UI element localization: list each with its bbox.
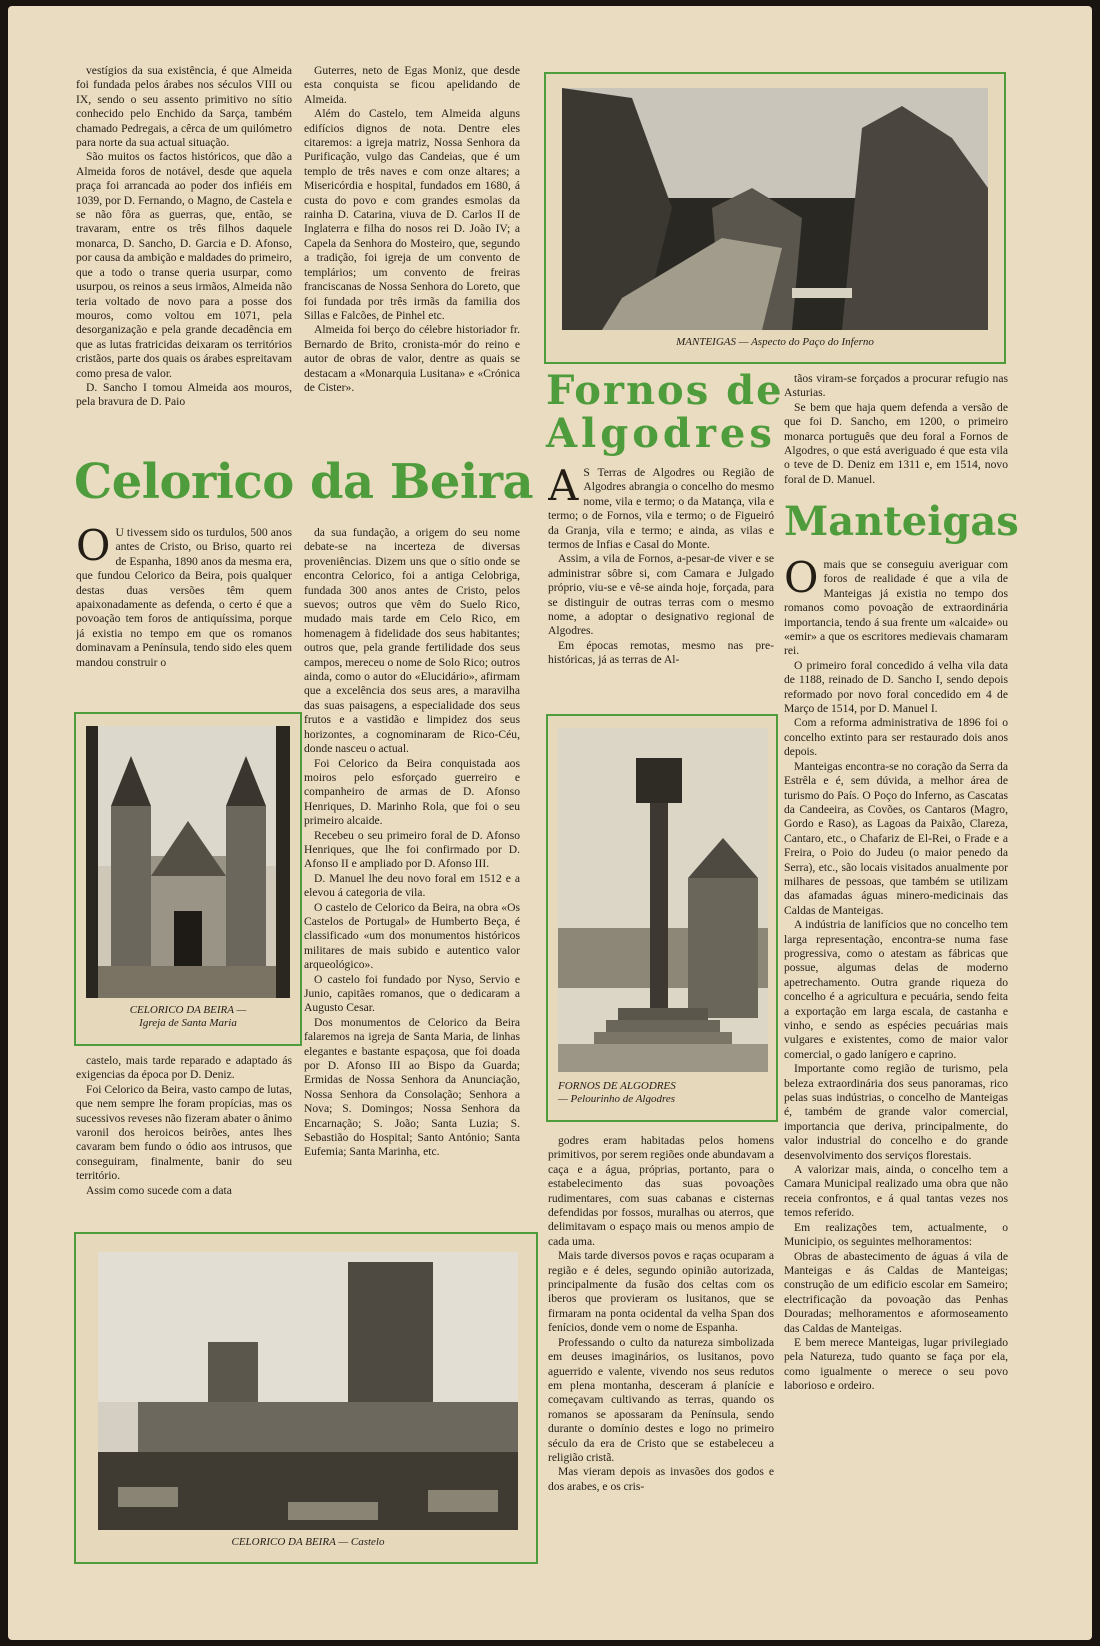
paragraph: da sua fundação, a origem do seu nome debate-se na incerteza de diversas proveniências. Dizem uns que o sítio onde se encontra Celorico, foi a antiga Celobriga, fundada 300 anos antes de Cristo, pelos suevos; outros que vêm do Suelo Rico, mudado mais tarde em Celo Rico, em homenagem à fidelidade dos seus habitantes; outros que, pela grande fertilidade dos seus campos, mereceu o nome de Solo Rico; outros ainda, como o autor do «Elucidário», afirmam que a excelência dos seus ares, a maravilha das suas paisagens, a especialidade dos seus frutos e a vastidão e limpidez dos seus horizontes, a cognominaram de Rico-Céu, donde nasceu o actual.	[304, 526, 520, 756]
caption-paco-inferno: MANTEIGAS — Aspecto do Paço do Inferno	[676, 336, 874, 348]
photo-frame-igreja	[74, 712, 302, 1046]
photo-pelourinho	[558, 728, 768, 1072]
paragraph: O castelo foi fundado por Nyso, Servio e Junio, capitães romanos, que o dedicaram a Augusto Cesar.	[304, 972, 520, 1015]
paragraph: Foi Celorico da Beira conquistada aos moiros pelo esforçado guerreiro e companheiro de armas de D. Afonso Henriques, D. Marinho Rola, que foi o seu primeiro alcaide.	[304, 756, 520, 828]
paragraph: Dos monumentos de Celorico da Beira falaremos na igreja de Santa Maria, de linhas elegantes e bastante espaçosa, que foi doada por D. Afonso III ao Bispo da Guarda; Ermidas de Nossa Senhora da Anunciação, Nossa Senhora da Consolação; Senhora a Nova; S. Domingos; Nossa Senhora da Encarnação; S. João; Santa Luzia; S. Sebastião do Hospital; Santo António; Santa Eufemia; Santa Marinha, etc.	[304, 1015, 520, 1159]
paragraph: vestígios da sua existência, é que Almeida foi fundada pelos árabes nos séculos VIII ou IX, sendo o seu assento primitivo no sítio conhecido pelo Enchido da Sarça, também chamado Pedregais, a cêrca de um quilómetro para norte da sua actual situação.	[76, 64, 292, 150]
paragraph: castelo, mais tarde reparado e adaptado ás exigencias da época por D. Deniz.	[76, 1054, 292, 1082]
manteigas-dropcap: O	[784, 558, 819, 602]
celorico-dropcap: O	[76, 526, 111, 570]
photo-igreja-santa-maria	[86, 726, 290, 998]
fornos-dropcap: A	[548, 466, 579, 510]
paragraph: Assim como sucede com a data	[86, 1183, 232, 1197]
photo-frame-castelo	[74, 1232, 538, 1564]
fornos-text-bottom	[548, 1134, 774, 1630]
paragraph: Mais tarde diversos povos e raças ocuparam a região e é deles, segundo opinião autorizada, principalmente da fusão dos celtas com os iberos que provieram os lusitanos, que se firmaram na ponta ocidental da velha Span dos fenícios, donde vem o nome de Espanha.	[548, 1249, 774, 1335]
paragraph: Professando o culto da natureza simbolizada em deuses imaginários, os lusitanos, povo aguerrido e valente, vivendo nos seus redutos em plena montanha, desceram á planície e começavam cultivando as terras, quando os romanos se apossaram da Península, sendo durante o domínio destes e logo no primeiro século da era de Cristo que se estabeleceu a religião cristã.	[548, 1335, 774, 1464]
almeida-text-col1	[76, 64, 292, 436]
fornos-text-top: A S Terras de Algodres ou Região de Algodres abrangia o concelho do mesmo nome, vila e termo; o da Matança, vila e termo; o de Fornos, vila e termo; o de Figueiró da Granja, vila e termo; e ainda, as vilas e termos de Infias e Casal do Monte. Assim, a vila de Fornos, a-pesar-de viver e se administrar sôbre si, com Camara e Julgado próprio, viu-se e vê-se ainda hoje, forçada, para se distinguir de outras terras com o mesmo nome, a adoptar o designativo regional de Algodres. Em épocas remotas, mesmo nas pre-históricas, já as terras de Al-	[548, 466, 774, 667]
celorico-intro: O U tivessem sido os turdulos, 500 anos antes de Cristo, ou Briso, quarto rei de Espanha, 1890 anos da mesma era, que fundou Celorico da Beira, pois qualquer destas duas versões têm quem apaixonadamente as defenda, o certo é que a povoação tem foros de antiquíssima, porque já existia no tempo em que os romanos dominavam a Península, tendo sido eles quem mandou construir o	[76, 526, 292, 669]
photo-paco-do-inferno	[562, 88, 988, 330]
paragraph: O castelo de Celorico da Beira, na obra «Os Castelos de Portugal» de Humberto Beça, é classificado «um dos monumentos históricos militares de mais subido e autentico valor arqueológico».	[304, 900, 520, 972]
almeida-text-col2	[304, 64, 520, 458]
paragraph: São muitos os factos históricos, que dão a Almeida foros de notável, desde que aquela praça foi arrancada ao poder dos infiéis em 1039, por D. Fernando, o Magno, de Castela e se não fôra as guerras, que, então, se travaram, entre os três filhos daquele monarca, D. Sancho, D. Garcia e D. Afonso, por causa da ambição e maldades do primeiro, que a todo o transe queria usurpar, como usurpou, os reinos a seus irmãos, Almeida não teria voltado de novo para a posse dos mouros, como voltou em 1071, pela desorganização e pela grande decadência em que as lutas fratricidas deixaram os territórios cristãos, parte dos quais os árabes espreitavam como presa de valor.	[76, 150, 292, 380]
newspaper-page	[8, 6, 1092, 1640]
caption-igreja: CELORICO DA BEIRA — Igreja de Santa Maria	[129, 1004, 247, 1029]
heading-manteigas: Manteigas	[784, 498, 1019, 545]
paragraph: Mas vieram depois as invasões dos godos e dos arabes, e os cris-	[548, 1465, 774, 1493]
paragraph: Além do Castelo, tem Almeida alguns edifícios dignos de nota. Dentre eles citaremos: a igreja matriz, Nossa Senhora da Purificação, vulgo das Candeias, que é um templo de três naves e com onze altares; a Misericórdia e hospital, fundados em 1680, á custa do povo e com grandes esmolas da rainha D. Catarina, viuva de D. Carlos II de Inglaterra e filha do nosos rei D. João IV; a Capela da Senhora do Mosteiro, que, segundo a tradição, foi igreja de um convento de templários; um convento de freiras franciscanas de Nossa Senhora do Loreto, que foi fundada por três irmãs da familia dos Sillas e Falcões, de Pinhel etc.	[304, 107, 520, 322]
caption-pelourinho: FORNOS DE ALGODRES — Pelourinho de Algodres	[558, 1080, 676, 1105]
heading-algodres: Algodres	[546, 410, 776, 457]
photo-frame-paco-inferno	[544, 72, 1006, 364]
paragraph: Guterres, neto de Egas Moniz, que desde esta conquista se ficou apelidando de Almeida.	[304, 64, 520, 106]
caption-castelo: CELORICO DA BEIRA — Castelo	[231, 1536, 385, 1548]
photo-frame-pelourinho	[546, 714, 778, 1122]
celorico-text-col2	[304, 526, 520, 1232]
celorico-text-col1-bottom	[76, 1054, 292, 1232]
paragraph: Almeida foi berço do célebre historiador fr. Bernardo de Brito, cronista-mór do reino e autor de obras de valor, dentre as quais se destacam a «Monarquia Lusitana» e «Crónica de Cister».	[304, 323, 520, 394]
manteigas-text: Omais que se conseguiu averiguar com foros de realidade é que a vila de Manteigas já existia no tempo dos romanos como povoação de extraordinária importancia, tendo á sua frente um «alcaide» ou «emir» a que os escritores medievais chamaram rei. O primeiro foral concedido á velha vila data de 1188, reinado de D. Sancho I, sendo depois reformado por novo foral concedido em 4 de Março de 1514, por D. Manuel I. Com a reforma administrativa de 1896 foi o concelho extinto para ser restaurado dois anos depois. Manteigas encontra-se no coração da Serra da Estrêla e é, sem dúvida, a melhor área de turismo do País. O Poço do Inferno, as Cascatas da Candeeira, as Covões, os Cantaros (Magro, Gordo e Raso), as Lagoas da Paixão, Clareza, Cantaro, etc., o Chafariz de El-Rei, o Frade e a Freira, o Poio do Judeu (o maior penedo da Serra), etc., são locais visitados anualmente por milhares de pessoas, que também se utilizam das afamadas águas minero-medicinais das Caldas de Manteigas. A indústria de lanifícios que no concelho tem larga representação, encontra-se numa fase progressiva, como o atestam as fábricas que possue, algumas delas de moderno apetrechamento. Outra grande riqueza do concelho é a agricultura e pecuária, sendo feita a exportação em larga escala, de castanha e vinho, e sendo as espécies pecuárias mais vulgares e existentes, como de maior valor comercial, o gado lanígero e caprino. Importante como região de turismo, pela beleza extraordinária dos seus panoramas, rico pelas suas indústrias, o concelho de Manteigas é, também de grande valor comercial, importancia que deriva, principalmente, do valor industrial do concelho e do grande desenvolvimento dos serviços florestais. A valorizar mais, ainda, o concelho tem a Camara Municipal realizado uma obra que não receia confrontos, e á qual tantas vezes nos temos referido. Em realizações tem, actualmente, o Municipio, os seguintes melhoramentos: Obras de abastecimento de águas á vila de Manteigas e ás Caldas de Manteigas; construção de um edificio escolar em Sameiro; electrificação da povoação das Penhas Douradas; melhoramentos e aformoseamento das Caldas de Manteigas. E bem merece Manteigas, lugar privilegiado pela Natureza, tudo quanto se faça por ela, como igualmente o merece o seu povo laborioso e ordeiro.	[784, 558, 1008, 1393]
paragraph: D. Manuel lhe deu novo foral em 1512 e a elevou á categoria de vila.	[304, 871, 520, 900]
heading-fornos-de: Fornos de	[546, 367, 784, 414]
paragraph: tãos viram-se forçados a procurar refugio nas Asturias.	[784, 372, 1008, 400]
paragraph: Recebeu o seu primeiro foral de D. Afonso Henriques, que lhe foi confirmado por D. Afonso II e ampliado por D. Afonso III.	[304, 828, 520, 871]
photo-castelo	[98, 1252, 518, 1530]
paragraph: Foi Celorico da Beira, vasto campo de lutas, que nem sempre lhe foram propícias, mas os sucessivos reveses não fizeram abater o ânimo varonil dos heroicos beirões, antes lhes cavaram bem fundo o ódio aos intrusos, que conseguiram, finalmente, banir do seu território.	[76, 1082, 292, 1183]
paragraph: godres eram habitadas pelos homens primitivos, por serem regiões onde abundavam a caça e a água, próprias, portanto, para o estabelecimento das suas povoações rudimentares, com suas cabanas e cisternas defendidas por fossos, muralhas ou aterros, que delimitavam o espaço mais ou menos ampio de cada uma.	[548, 1134, 774, 1248]
paragraph: Se bem que haja quem defenda a versão de que foi D. Sancho, em 1200, o primeiro monarca português que deu foral a Fornos de Algodres, o que está averiguado é que esta vila o teve de D. Deniz em 1311 e, em 1514, novo foral de D. Manuel.	[784, 400, 1008, 486]
fornos-text-col4	[784, 372, 1008, 496]
heading-celorico-da-beira: Celorico da Beira	[74, 454, 534, 510]
paragraph: D. Sancho I tomou Almeida aos mouros, pela bravura de D. Paio	[76, 380, 292, 409]
